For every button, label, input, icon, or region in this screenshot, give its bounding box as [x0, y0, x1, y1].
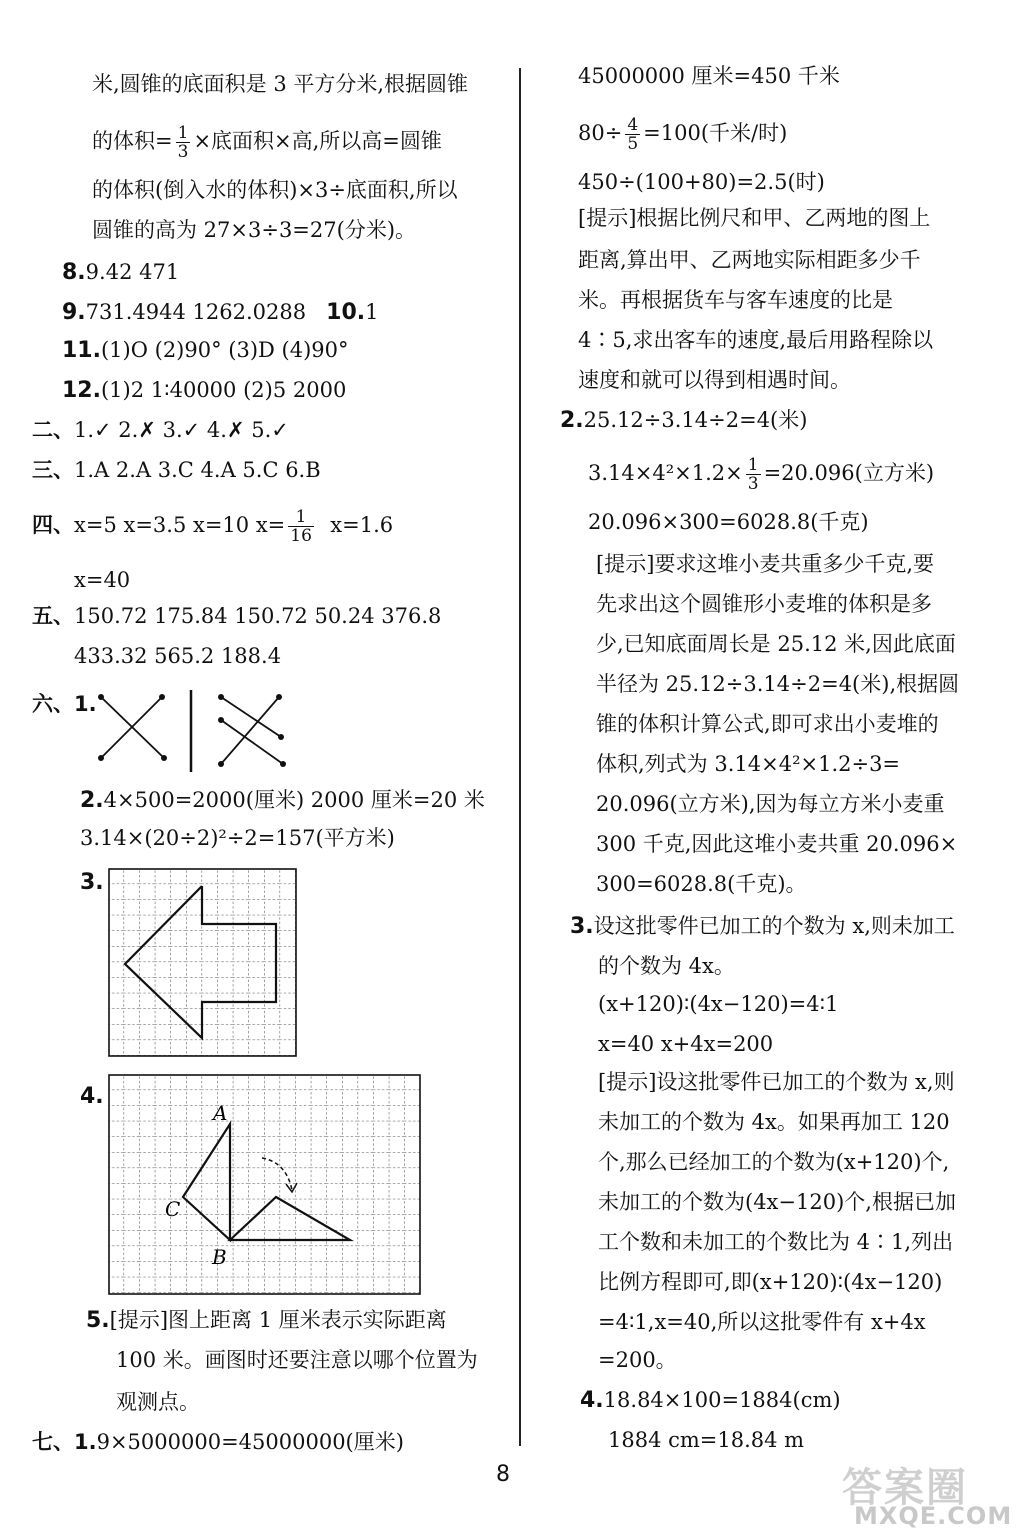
grid-figure-4 [108, 1074, 422, 1296]
text-line: 半径为 25.12÷3.14÷2=4(米),根据圆 [596, 672, 960, 696]
matching-line [221, 720, 283, 764]
watermark [842, 1456, 1012, 1534]
text-segment: =20.096(立方米) [763, 461, 935, 485]
question-9 [62, 298, 379, 327]
section-number: 五、 [32, 604, 74, 628]
matching-dot [159, 694, 165, 700]
text-line: 观测点。 [116, 1390, 200, 1414]
text-line [578, 116, 787, 153]
section-number: 七、1. [32, 1430, 97, 1454]
answer-text: 1.✓ 2.✗ 3.✓ 4.✗ 5.✓ [74, 418, 289, 442]
text-line: 未加工的个数为 4x。如果再加工 120 [598, 1110, 950, 1134]
answer-text: x=1.6 [330, 513, 394, 537]
text-line: 米。再根据货车与客车速度的比是 [578, 288, 893, 312]
section-6-number [32, 690, 97, 718]
answer-text: (1)2 1∶40000 (2)5 2000 [100, 378, 347, 402]
text-line: 450÷(100+80)=2.5(时) [578, 170, 825, 194]
answer-text: (1)O (2)90° (3)D (4)90° [100, 338, 349, 362]
text-line [92, 124, 442, 161]
text-line: 20.096×300=6028.8(千克) [588, 510, 869, 534]
question-6-5 [86, 1306, 447, 1335]
watermark-url: MXQE.COM [854, 1502, 1013, 1530]
text-line [588, 456, 934, 493]
right-question-3 [570, 912, 955, 941]
right-question-2 [560, 406, 807, 435]
section-5 [32, 602, 441, 630]
question-number: 2. [560, 408, 584, 433]
matching-dot [218, 761, 224, 767]
section-7 [32, 1428, 404, 1456]
matching-line [221, 697, 281, 737]
grid-background [109, 1075, 420, 1294]
question-number: 4. [580, 1388, 604, 1413]
text-line: [提示]根据比例尺和甲、乙两地的图上 [578, 206, 931, 230]
question-number: 4. [80, 1084, 104, 1109]
question-number: 3. [570, 914, 594, 939]
text-line: 速度和就可以得到相遇时间。 [578, 368, 851, 392]
fraction [746, 456, 761, 493]
text-line: 的个数为 4x。 [598, 954, 735, 978]
text-line: 433.32 565.2 188.4 [74, 644, 282, 668]
answer-text: x=5 x=3.5 x=10 x= [74, 513, 286, 537]
text-segment: 3.14×4²×1.2× [588, 461, 743, 485]
text-line: 45000000 厘米=450 千米 [578, 64, 840, 88]
text-line: 1884 cm=18.84 m [608, 1428, 805, 1452]
section-number: 三、 [32, 458, 74, 482]
numerator: 1 [288, 508, 314, 527]
text-line: 未加工的个数为(4x−120)个,根据已加 [598, 1190, 956, 1214]
text-line: 300=6028.8(千克)。 [596, 872, 807, 896]
text-line: 少,已知底面周长是 25.12 米,因此底面 [596, 632, 956, 656]
question-number: 5. [86, 1308, 110, 1333]
vertex-label-c: C [165, 1197, 181, 1221]
page-number: 8 [496, 1462, 510, 1487]
answer-text: 9.42 471 [85, 260, 180, 284]
matching-dot [218, 694, 224, 700]
question-number: 9. [62, 300, 86, 325]
text-segment: =100(千米/时) [643, 121, 788, 145]
text-line: [提示]设这批零件已加工的个数为 x,则 [598, 1070, 955, 1094]
text-line: 体积,列式为 3.14×4²×1.2÷3= [596, 752, 901, 776]
denominator: 5 [627, 134, 639, 154]
matching-dot [98, 755, 104, 761]
question-number: 11. [62, 338, 101, 363]
text-line: 个,那么已经加工的个数为(x+120)个, [598, 1150, 950, 1174]
grid-figure-3 [108, 868, 298, 1058]
text-line: 先求出这个圆锥形小麦堆的体积是多 [596, 592, 932, 616]
section-number: 二、 [32, 418, 74, 442]
text-segment: 80÷ [578, 121, 623, 145]
question-number: 10. [326, 300, 366, 325]
section-2 [32, 416, 289, 444]
numerator: 1 [747, 455, 759, 475]
question-number: 8. [62, 260, 86, 285]
answer-text: 4×500=2000(厘米) 2000 厘米=20 米 [103, 788, 485, 812]
text-line: 距离,算出甲、乙两地实际相距多少千 [578, 248, 921, 272]
text-line: 3.14×(20÷2)²÷2=157(平方米) [80, 826, 395, 850]
question-6-3-number [80, 868, 104, 897]
text-line: =200。 [598, 1348, 677, 1372]
matching-dot [161, 755, 167, 761]
question-number: 3. [80, 870, 104, 895]
answer-text: 731.4944 1262.0288 [85, 300, 307, 324]
text-line: 4∶5,求出客车的速度,最后用路程除以 [578, 328, 934, 352]
text-line: 的体积(倒入水的体积)×3÷底面积,所以 [92, 178, 458, 202]
text-line: 20.096(立方米),因为每立方米小麦重 [596, 792, 945, 816]
matching-dot [98, 694, 104, 700]
answer-text: 150.72 175.84 150.72 50.24 376.8 [74, 604, 442, 628]
numerator: 4 [627, 115, 639, 135]
text-line: 100 米。画图时还要注意以哪个位置为 [116, 1348, 478, 1372]
text-line: x=40 [74, 568, 131, 592]
text-segment: 的体积= [92, 129, 173, 153]
matching-dot [278, 734, 284, 740]
denominator: 3 [747, 474, 759, 494]
question-number: 12. [62, 378, 101, 403]
question-6-2 [80, 786, 485, 815]
fraction [288, 508, 314, 545]
section-number: 四、 [32, 513, 74, 537]
text-line: x=40 x+4x=200 [598, 1032, 774, 1056]
question-8 [62, 258, 179, 287]
text-line: (x+120)∶(4x−120)=4∶1 [598, 992, 839, 1016]
answer-text: [提示]图上距离 1 厘米表示实际距离 [109, 1308, 447, 1332]
section-4 [32, 508, 393, 545]
question-6-4-number [80, 1082, 104, 1111]
answer-text: 25.12÷3.14÷2=4(米) [583, 408, 808, 432]
right-question-4 [580, 1386, 841, 1415]
matching-dot [280, 761, 286, 767]
numerator: 1 [177, 123, 189, 143]
fraction [625, 116, 640, 153]
answer-text: 1.A 2.A 3.C 4.A 5.C 6.B [74, 458, 321, 482]
matching-dot [276, 694, 282, 700]
text-line: 工个数和未加工的个数比为 4∶1,列出 [598, 1230, 954, 1254]
question-12 [62, 376, 346, 405]
text-segment: ×底面积×高,所以高=圆锥 [193, 129, 442, 153]
answer-text: 设这批零件已加工的个数为 x,则未加工 [593, 914, 955, 938]
denominator: 16 [290, 526, 312, 546]
text-line: =4∶1,x=40,所以这批零件有 x+4x [598, 1310, 926, 1334]
text-line: 300 千克,因此这堆小麦共重 20.096× [596, 832, 958, 856]
matching-lines-figure [90, 686, 310, 776]
answer-text: 1 [365, 300, 379, 324]
text-line: 圆锥的高为 27×3÷3=27(分米)。 [92, 218, 417, 242]
matching-dot [218, 717, 224, 723]
fraction [176, 124, 191, 161]
question-number: 2. [80, 788, 104, 813]
text-line: 锥的体积计算公式,即可求出小麦堆的 [596, 712, 939, 736]
vertex-label-b: B [212, 1245, 227, 1269]
watermark-logo: 答案圈 [842, 1465, 968, 1511]
section-3 [32, 456, 321, 484]
text-line: [提示]要求这堆小麦共重多少千克,要 [596, 552, 935, 576]
column-divider [519, 68, 521, 1446]
answer-text: 18.84×100=1884(cm) [603, 1388, 841, 1412]
denominator: 3 [177, 142, 189, 162]
section-number: 六、1. [32, 692, 97, 716]
text-line: 比例方程即可,即(x+120)∶(4x−120) [598, 1270, 943, 1294]
question-11 [62, 336, 349, 365]
vertex-label-a: A [213, 1101, 228, 1125]
text-line: 米,圆锥的底面积是 3 平方分米,根据圆锥 [92, 72, 469, 96]
answer-text: 9×5000000=45000000(厘米) [96, 1430, 404, 1454]
